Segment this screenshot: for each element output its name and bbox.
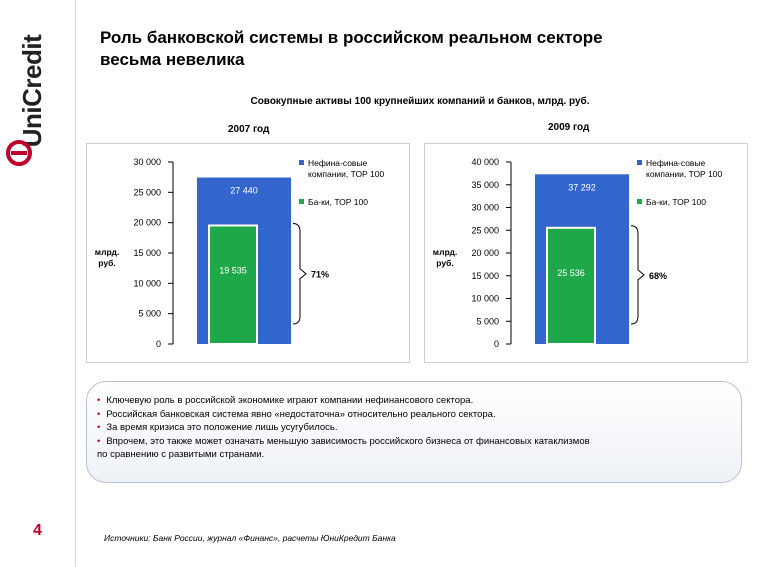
chart-2009-title: 2009 год (548, 122, 590, 133)
y-tick-label: 25 000 (133, 187, 161, 198)
chart-subtitle: Совокупные активы 100 крупнейших компаний и банков, млрд. руб. (250, 96, 590, 107)
legend-swatch (299, 160, 304, 165)
chart-2009 (424, 143, 748, 363)
sidebar (0, 0, 76, 567)
legend-label: компании, ТОР 100 (308, 169, 385, 179)
chart-2007 (86, 143, 410, 363)
bullet-tail: по сравнению с развитыми странами. (97, 449, 265, 460)
legend-label: Ба-ки, ТОР 100 (308, 197, 368, 207)
page-title: Роль банковской системы в российском реальном секторе весьма невелика (100, 28, 603, 69)
bar-banks (547, 228, 595, 344)
y-tick-label: 40 000 (471, 157, 499, 167)
source-note: Источники: Банк России, журнал «Финанс», расчеты ЮниКредит Банка (104, 533, 396, 543)
chart-2007-title: 2007 год (228, 124, 270, 135)
bullet-item: • Ключевую роль в российской экономике играют компании нефинансового сектора. (97, 395, 474, 406)
y-axis-label-line2: руб. (98, 258, 116, 268)
y-axis-label-line2: руб. (436, 258, 454, 268)
share-label: 71% (311, 269, 330, 280)
y-tick-label: 5 000 (476, 316, 499, 327)
chart-2009-svg (425, 144, 747, 362)
bullet-item: • Российская банковская система явно «недостаточна» относительно реального сектора. (97, 408, 496, 420)
bullet-item: • За время кризиса это положение лишь усугубилось. (97, 422, 338, 433)
chart-2007-svg (87, 144, 409, 362)
logo-text: UniCredit (17, 34, 47, 148)
share-label: 68% (649, 270, 668, 281)
y-tick-label: 10 000 (133, 278, 161, 289)
bar-banks (209, 225, 257, 344)
legend-label: Нефина-совые (308, 158, 368, 168)
y-axis-label-line1: млрд. (432, 247, 458, 257)
share-brace (631, 226, 644, 324)
y-axis-label-line1: млрд. (94, 247, 120, 257)
y-tick-label: 15 000 (471, 270, 499, 281)
bullet-item: • Впрочем, это также может означать меньшую зависимость российского бизнеса от финансовых катаклизмов (97, 435, 590, 447)
legend-label: Ба-ки, ТОР 100 (646, 197, 706, 207)
bar-banks-label: 19 535 (219, 265, 247, 276)
legend-label: Нефина-совые (646, 158, 706, 168)
bar-nonfinancial-label: 37 292 (568, 182, 596, 193)
y-tick-label: 10 000 (471, 293, 499, 304)
key-points-box (86, 381, 742, 483)
bar-nonfinancial-label: 27 440 (230, 185, 258, 196)
legend-swatch (637, 160, 642, 165)
y-tick-label: 0 (493, 339, 499, 349)
y-tick-label: 0 (155, 339, 161, 349)
legend-swatch (299, 199, 304, 204)
unicredit-mark-icon (6, 140, 32, 166)
y-tick-label: 15 000 (133, 248, 161, 258)
bar-banks-label: 25 536 (557, 267, 585, 278)
y-tick-label: 30 000 (471, 202, 499, 213)
y-tick-label: 5 000 (138, 308, 161, 319)
y-tick-label: 35 000 (471, 179, 499, 190)
y-tick-label: 30 000 (133, 157, 161, 167)
y-tick-label: 20 000 (471, 248, 499, 258)
y-tick-label: 25 000 (471, 225, 499, 236)
legend-swatch (637, 199, 642, 204)
page-number: 4 (33, 522, 42, 539)
legend-label: компании, ТОР 100 (646, 169, 723, 179)
unicredit-logo (14, 22, 48, 157)
share-brace (293, 223, 306, 324)
y-tick-label: 20 000 (133, 217, 161, 228)
